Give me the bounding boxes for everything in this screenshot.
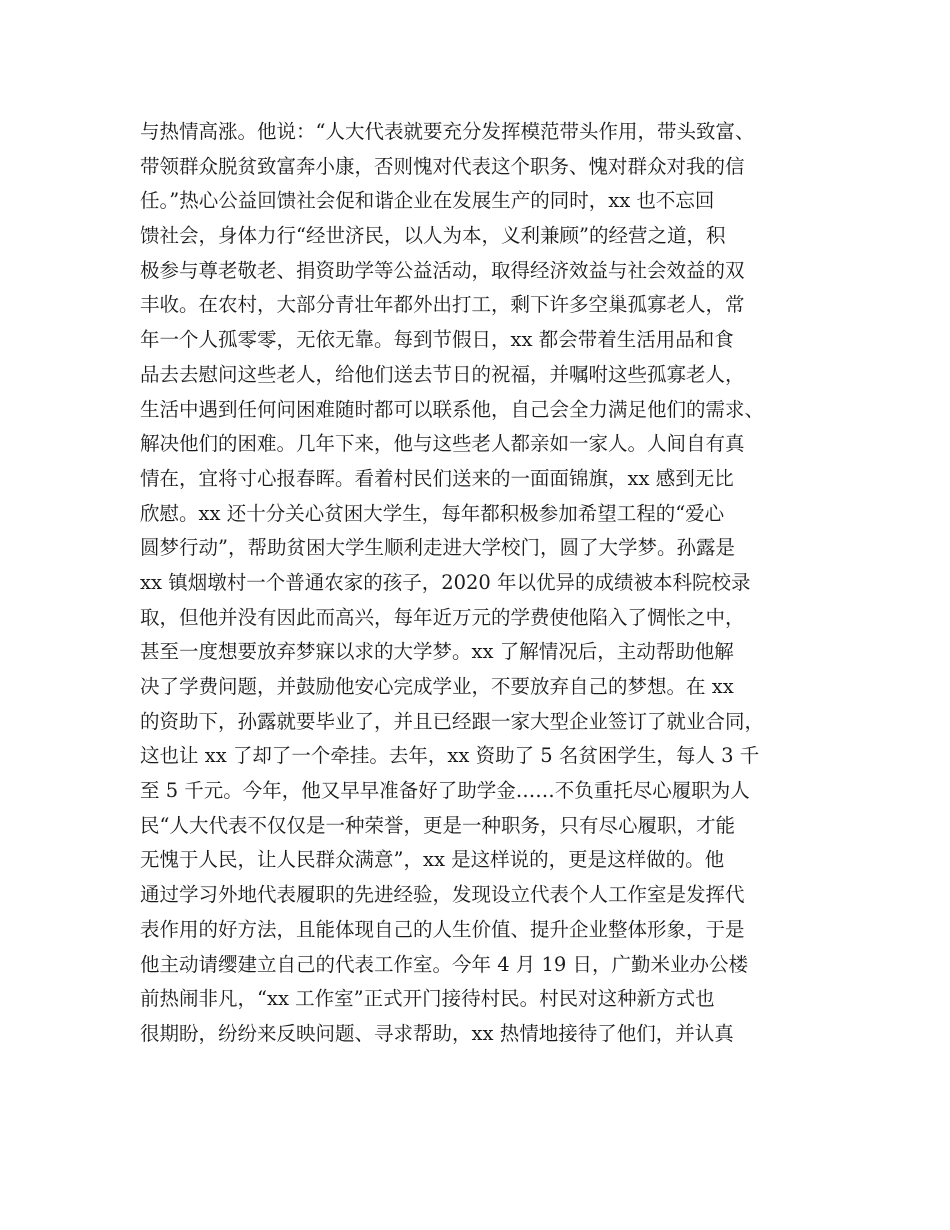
text-line: 年一个人孤零零，无依无靠。每到节假日，xx 都会带着生活用品和食 [140,328,734,352]
text-line: 极参与尊老敬老、捐资助学等公益活动，取得经济效益与社会效益的双 [140,258,745,282]
text-line: 任。”热心公益回馈社会促和谐企业在发展生产的同时，xx 也不忘回 [140,189,715,213]
text-line: 前热闹非凡，“xx 工作室”正式开门接待村民。村民对这种新方式也 [140,987,715,1011]
text-line: 生活中遇到任何问困难随时都可以联系他，自己会全力满足他们的需求、 [140,397,765,421]
text-line: 很期盼，纷纷来反映问题、寻求帮助，xx 热情地接待了他们，并认真 [140,1021,734,1045]
text-line: 与热情高涨。他说：“人大代表就要充分发挥模范带头作用，带头致富、 [140,120,755,143]
text-line: 的资助下，孙露就要毕业了，并且已经跟一家大型企业签订了就业合同， [140,709,765,733]
text-line: 决了学费问题，并鼓励他安心完成学业，不要放弃自己的梦想。在 xx [140,675,734,698]
text-line: 圆梦行动”，帮助贫困大学生顺利走进大学校门，圆了大学梦。孙露是 [140,536,735,560]
text-line: 至 5 千元。今年，他又早早准备好了助学金……不负重托尽心履职为人 [140,779,750,803]
text-line: 情在，宜将寸心报春晖。看着村民们送来的一面面锦旗，xx 感到无比 [140,466,734,490]
text-line: 表作用的好方法，且能体现自己的人生价值、提升企业整体形象，于是 [140,917,745,941]
text-line: 无愧于人民，让人民群众满意”，xx 是这样说的，更是这样做的。他 [140,848,725,872]
text-line: 通过学习外地代表履职的先进经验，发现设立代表个人工作室是发挥代 [140,883,745,907]
text-line: 馈社会，身体力行“经世济民，以人为本，义利兼顾”的经营之道，积 [140,224,726,248]
text-line: 解决他们的困难。几年下来，他与这些老人都亲如一家人。人间自有真 [140,432,745,456]
text-line: 民“人大代表不仅仅是一种荣誉，更是一种职务，只有尽心履职，才能 [140,813,735,837]
text-line: 甚至一度想要放弃梦寐以求的大学梦。xx 了解情况后，主动帮助他解 [140,640,734,664]
text-line: xx 镇烟墩村一个普通农家的孩子，2020 年以优异的成绩被本科院校录 [140,570,751,594]
text-line: 取，但他并没有因此而高兴，每年近万元的学费使他陷入了惆怅之中， [140,605,745,629]
text-line: 欣慰。xx 还十分关心贫困大学生，每年都积极参加希望工程的“爱心 [140,501,725,525]
body-text [140,115,830,1052]
text-line: 他主动请缨建立自己的代表工作室。今年 4 月 19 日，广勤米业办公楼 [140,952,749,976]
text-line: 带领群众脱贫致富奔小康，否则愧对代表这个职务、愧对群众对我的信 [140,154,745,178]
text-line: 丰收。在农村，大部分青壮年都外出打工，剩下许多空巢孤寡老人，常 [140,293,745,317]
text-line: 这也让 xx 了却了一个牵挂。去年，xx 资助了 5 名贫困学生，每人 3 千 [140,744,760,768]
text-line: 品去去慰问这些老人，给他们送去节日的祝福，并嘱咐这些孤寡老人， [140,362,745,386]
